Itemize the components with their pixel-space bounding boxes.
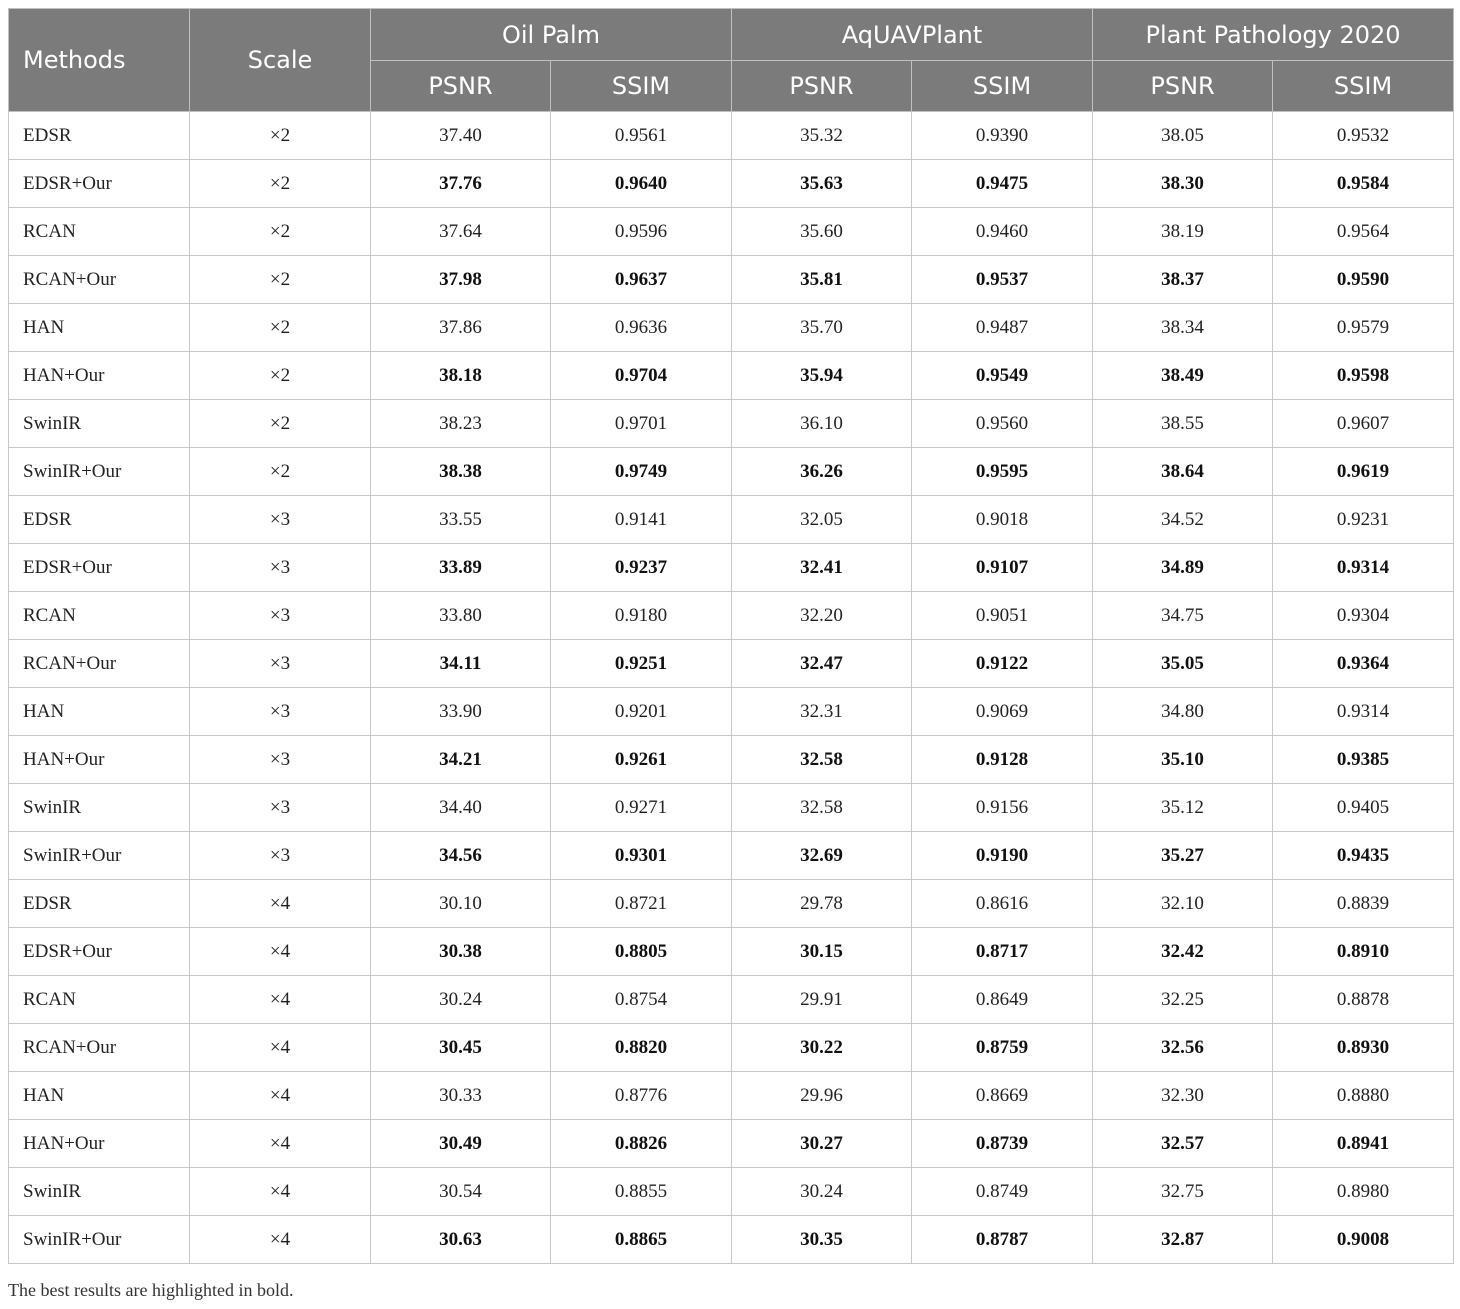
- ssim-cell: 0.9579: [1273, 304, 1454, 352]
- psnr-cell: 38.64: [1093, 448, 1273, 496]
- table-row: [9, 784, 1454, 832]
- ssim-cell: 0.9251: [551, 640, 732, 688]
- table-row: [9, 160, 1454, 208]
- ssim-cell: 0.9190: [912, 832, 1093, 880]
- method-cell: RCAN: [9, 976, 190, 1024]
- metric-header-psnr: PSNR: [1093, 61, 1273, 112]
- table-row: [9, 256, 1454, 304]
- scale-cell: ×3: [190, 736, 371, 784]
- group-header-oil-palm: Oil Palm: [371, 9, 732, 61]
- table-row: [9, 832, 1454, 880]
- ssim-cell: 0.9460: [912, 208, 1093, 256]
- table-row: [9, 352, 1454, 400]
- psnr-cell: 35.32: [732, 112, 912, 160]
- psnr-cell: 30.35: [732, 1216, 912, 1264]
- psnr-cell: 34.56: [371, 832, 551, 880]
- ssim-cell: 0.8826: [551, 1120, 732, 1168]
- ssim-cell: 0.9385: [1273, 736, 1454, 784]
- psnr-cell: 30.24: [732, 1168, 912, 1216]
- scale-cell: ×3: [190, 784, 371, 832]
- method-cell: SwinIR+Our: [9, 832, 190, 880]
- psnr-cell: 30.54: [371, 1168, 551, 1216]
- table-row: [9, 400, 1454, 448]
- ssim-cell: 0.9018: [912, 496, 1093, 544]
- psnr-cell: 38.05: [1093, 112, 1273, 160]
- psnr-cell: 33.55: [371, 496, 551, 544]
- ssim-cell: 0.9008: [1273, 1216, 1454, 1264]
- ssim-cell: 0.9405: [1273, 784, 1454, 832]
- psnr-cell: 35.27: [1093, 832, 1273, 880]
- psnr-cell: 38.30: [1093, 160, 1273, 208]
- ssim-cell: 0.9487: [912, 304, 1093, 352]
- ssim-cell: 0.8717: [912, 928, 1093, 976]
- ssim-cell: 0.8739: [912, 1120, 1093, 1168]
- ssim-cell: 0.9122: [912, 640, 1093, 688]
- scale-cell: ×2: [190, 400, 371, 448]
- psnr-cell: 35.94: [732, 352, 912, 400]
- ssim-cell: 0.8759: [912, 1024, 1093, 1072]
- method-cell: SwinIR+Our: [9, 1216, 190, 1264]
- ssim-cell: 0.8616: [912, 880, 1093, 928]
- ssim-cell: 0.8855: [551, 1168, 732, 1216]
- method-cell: HAN: [9, 304, 190, 352]
- scale-cell: ×2: [190, 304, 371, 352]
- psnr-cell: 32.58: [732, 736, 912, 784]
- psnr-cell: 30.63: [371, 1216, 551, 1264]
- scale-cell: ×4: [190, 1216, 371, 1264]
- ssim-cell: 0.9314: [1273, 688, 1454, 736]
- table-row: [9, 640, 1454, 688]
- psnr-cell: 38.37: [1093, 256, 1273, 304]
- scale-cell: ×4: [190, 1024, 371, 1072]
- ssim-cell: 0.9107: [912, 544, 1093, 592]
- psnr-cell: 29.96: [732, 1072, 912, 1120]
- psnr-cell: 38.55: [1093, 400, 1273, 448]
- ssim-cell: 0.9749: [551, 448, 732, 496]
- psnr-cell: 34.11: [371, 640, 551, 688]
- ssim-cell: 0.8980: [1273, 1168, 1454, 1216]
- psnr-cell: 34.80: [1093, 688, 1273, 736]
- ssim-cell: 0.9069: [912, 688, 1093, 736]
- psnr-cell: 34.40: [371, 784, 551, 832]
- table-header: [9, 9, 1454, 112]
- ssim-cell: 0.8930: [1273, 1024, 1454, 1072]
- psnr-cell: 32.41: [732, 544, 912, 592]
- ssim-cell: 0.9475: [912, 160, 1093, 208]
- table-body: [9, 112, 1454, 1264]
- psnr-cell: 35.10: [1093, 736, 1273, 784]
- ssim-cell: 0.9584: [1273, 160, 1454, 208]
- ssim-cell: 0.9598: [1273, 352, 1454, 400]
- table-row: [9, 544, 1454, 592]
- psnr-cell: 30.33: [371, 1072, 551, 1120]
- psnr-cell: 38.18: [371, 352, 551, 400]
- ssim-cell: 0.9636: [551, 304, 732, 352]
- table-row: [9, 208, 1454, 256]
- ssim-cell: 0.9180: [551, 592, 732, 640]
- table-row: [9, 1216, 1454, 1264]
- ssim-cell: 0.9261: [551, 736, 732, 784]
- scale-cell: ×2: [190, 352, 371, 400]
- ssim-cell: 0.9128: [912, 736, 1093, 784]
- method-cell: RCAN: [9, 592, 190, 640]
- psnr-cell: 34.21: [371, 736, 551, 784]
- psnr-cell: 35.60: [732, 208, 912, 256]
- ssim-cell: 0.8941: [1273, 1120, 1454, 1168]
- method-cell: RCAN: [9, 208, 190, 256]
- method-cell: EDSR: [9, 112, 190, 160]
- psnr-cell: 32.42: [1093, 928, 1273, 976]
- method-cell: SwinIR+Our: [9, 448, 190, 496]
- method-cell: HAN+Our: [9, 736, 190, 784]
- table-row: [9, 592, 1454, 640]
- scale-cell: ×3: [190, 688, 371, 736]
- ssim-cell: 0.8805: [551, 928, 732, 976]
- ssim-cell: 0.9640: [551, 160, 732, 208]
- methods-header: Methods: [9, 9, 190, 112]
- psnr-cell: 34.52: [1093, 496, 1273, 544]
- psnr-cell: 32.47: [732, 640, 912, 688]
- psnr-cell: 30.45: [371, 1024, 551, 1072]
- psnr-cell: 29.91: [732, 976, 912, 1024]
- method-cell: EDSR: [9, 496, 190, 544]
- ssim-cell: 0.9304: [1273, 592, 1454, 640]
- table-row: [9, 1168, 1454, 1216]
- psnr-cell: 32.31: [732, 688, 912, 736]
- psnr-cell: 33.80: [371, 592, 551, 640]
- metric-header-ssim: SSIM: [1273, 61, 1454, 112]
- ssim-cell: 0.8776: [551, 1072, 732, 1120]
- method-cell: SwinIR: [9, 400, 190, 448]
- metric-header-ssim: SSIM: [912, 61, 1093, 112]
- method-cell: EDSR: [9, 880, 190, 928]
- psnr-cell: 33.89: [371, 544, 551, 592]
- ssim-cell: 0.9314: [1273, 544, 1454, 592]
- method-cell: RCAN+Our: [9, 256, 190, 304]
- ssim-cell: 0.9595: [912, 448, 1093, 496]
- psnr-cell: 30.10: [371, 880, 551, 928]
- psnr-cell: 37.98: [371, 256, 551, 304]
- method-cell: RCAN+Our: [9, 1024, 190, 1072]
- psnr-cell: 38.38: [371, 448, 551, 496]
- ssim-cell: 0.8820: [551, 1024, 732, 1072]
- ssim-cell: 0.8721: [551, 880, 732, 928]
- scale-cell: ×4: [190, 976, 371, 1024]
- psnr-cell: 32.10: [1093, 880, 1273, 928]
- scale-cell: ×2: [190, 448, 371, 496]
- ssim-cell: 0.9607: [1273, 400, 1454, 448]
- ssim-cell: 0.9701: [551, 400, 732, 448]
- psnr-cell: 30.15: [732, 928, 912, 976]
- method-cell: EDSR+Our: [9, 160, 190, 208]
- ssim-cell: 0.9364: [1273, 640, 1454, 688]
- table-row: [9, 880, 1454, 928]
- metric-header-ssim: SSIM: [551, 61, 732, 112]
- psnr-cell: 35.12: [1093, 784, 1273, 832]
- psnr-cell: 32.05: [732, 496, 912, 544]
- ssim-cell: 0.8787: [912, 1216, 1093, 1264]
- ssim-cell: 0.9590: [1273, 256, 1454, 304]
- method-cell: EDSR+Our: [9, 544, 190, 592]
- table-footnote: The best results are highlighted in bold.: [8, 1280, 294, 1300]
- scale-cell: ×4: [190, 928, 371, 976]
- ssim-cell: 0.9051: [912, 592, 1093, 640]
- psnr-cell: 30.22: [732, 1024, 912, 1072]
- ssim-cell: 0.8649: [912, 976, 1093, 1024]
- table-row: [9, 304, 1454, 352]
- ssim-cell: 0.9637: [551, 256, 732, 304]
- scale-cell: ×2: [190, 112, 371, 160]
- ssim-cell: 0.8669: [912, 1072, 1093, 1120]
- method-cell: RCAN+Our: [9, 640, 190, 688]
- ssim-cell: 0.9561: [551, 112, 732, 160]
- table-row: [9, 688, 1454, 736]
- psnr-cell: 32.87: [1093, 1216, 1273, 1264]
- ssim-cell: 0.9231: [1273, 496, 1454, 544]
- ssim-cell: 0.9271: [551, 784, 732, 832]
- ssim-cell: 0.9704: [551, 352, 732, 400]
- psnr-cell: 38.23: [371, 400, 551, 448]
- scale-cell: ×3: [190, 832, 371, 880]
- psnr-cell: 30.24: [371, 976, 551, 1024]
- group-header-aquavplant: AqUAVPlant: [732, 9, 1093, 61]
- psnr-cell: 35.63: [732, 160, 912, 208]
- table-row: [9, 976, 1454, 1024]
- ssim-cell: 0.8880: [1273, 1072, 1454, 1120]
- scale-cell: ×3: [190, 544, 371, 592]
- ssim-cell: 0.9596: [551, 208, 732, 256]
- table-row: [9, 928, 1454, 976]
- ssim-cell: 0.9532: [1273, 112, 1454, 160]
- ssim-cell: 0.8749: [912, 1168, 1093, 1216]
- metric-header-psnr: PSNR: [371, 61, 551, 112]
- group-header-plant-pathology-2020: Plant Pathology 2020: [1093, 9, 1454, 61]
- ssim-cell: 0.8878: [1273, 976, 1454, 1024]
- header-row-groups: [9, 9, 1454, 61]
- method-cell: SwinIR: [9, 1168, 190, 1216]
- method-cell: HAN: [9, 688, 190, 736]
- scale-cell: ×3: [190, 592, 371, 640]
- scale-cell: ×2: [190, 256, 371, 304]
- ssim-cell: 0.8754: [551, 976, 732, 1024]
- ssim-cell: 0.9141: [551, 496, 732, 544]
- ssim-cell: 0.9201: [551, 688, 732, 736]
- table-row: [9, 496, 1454, 544]
- ssim-cell: 0.9237: [551, 544, 732, 592]
- psnr-cell: 34.89: [1093, 544, 1273, 592]
- psnr-cell: 37.76: [371, 160, 551, 208]
- psnr-cell: 36.10: [732, 400, 912, 448]
- ssim-cell: 0.8839: [1273, 880, 1454, 928]
- psnr-cell: 38.34: [1093, 304, 1273, 352]
- psnr-cell: 30.27: [732, 1120, 912, 1168]
- psnr-cell: 37.86: [371, 304, 551, 352]
- ssim-cell: 0.8910: [1273, 928, 1454, 976]
- scale-cell: ×3: [190, 496, 371, 544]
- ssim-cell: 0.9435: [1273, 832, 1454, 880]
- psnr-cell: 37.64: [371, 208, 551, 256]
- psnr-cell: 36.26: [732, 448, 912, 496]
- scale-cell: ×2: [190, 208, 371, 256]
- psnr-cell: 30.49: [371, 1120, 551, 1168]
- metric-header-psnr: PSNR: [732, 61, 912, 112]
- table-row: [9, 1024, 1454, 1072]
- ssim-cell: 0.9537: [912, 256, 1093, 304]
- ssim-cell: 0.9619: [1273, 448, 1454, 496]
- table-row: [9, 448, 1454, 496]
- table-row: [9, 736, 1454, 784]
- table-row: [9, 112, 1454, 160]
- psnr-cell: 32.58: [732, 784, 912, 832]
- table-row: [9, 1120, 1454, 1168]
- psnr-cell: 35.05: [1093, 640, 1273, 688]
- ssim-cell: 0.9564: [1273, 208, 1454, 256]
- psnr-cell: 34.75: [1093, 592, 1273, 640]
- psnr-cell: 32.69: [732, 832, 912, 880]
- psnr-cell: 32.20: [732, 592, 912, 640]
- scale-cell: ×4: [190, 1120, 371, 1168]
- psnr-cell: 35.70: [732, 304, 912, 352]
- ssim-cell: 0.9560: [912, 400, 1093, 448]
- scale-header: Scale: [190, 9, 371, 112]
- ssim-cell: 0.8865: [551, 1216, 732, 1264]
- psnr-cell: 32.57: [1093, 1120, 1273, 1168]
- psnr-cell: 29.78: [732, 880, 912, 928]
- ssim-cell: 0.9301: [551, 832, 732, 880]
- psnr-cell: 32.25: [1093, 976, 1273, 1024]
- psnr-cell: 35.81: [732, 256, 912, 304]
- ssim-cell: 0.9156: [912, 784, 1093, 832]
- psnr-cell: 32.30: [1093, 1072, 1273, 1120]
- scale-cell: ×2: [190, 160, 371, 208]
- scale-cell: ×4: [190, 1072, 371, 1120]
- method-cell: HAN: [9, 1072, 190, 1120]
- ssim-cell: 0.9390: [912, 112, 1093, 160]
- scale-cell: ×4: [190, 880, 371, 928]
- psnr-cell: 30.38: [371, 928, 551, 976]
- scale-cell: ×4: [190, 1168, 371, 1216]
- psnr-cell: 33.90: [371, 688, 551, 736]
- results-table: [8, 8, 1454, 1264]
- table-row: [9, 1072, 1454, 1120]
- method-cell: HAN+Our: [9, 1120, 190, 1168]
- ssim-cell: 0.9549: [912, 352, 1093, 400]
- psnr-cell: 32.75: [1093, 1168, 1273, 1216]
- method-cell: EDSR+Our: [9, 928, 190, 976]
- scale-cell: ×3: [190, 640, 371, 688]
- method-cell: SwinIR: [9, 784, 190, 832]
- method-cell: HAN+Our: [9, 352, 190, 400]
- psnr-cell: 37.40: [371, 112, 551, 160]
- psnr-cell: 38.49: [1093, 352, 1273, 400]
- psnr-cell: 38.19: [1093, 208, 1273, 256]
- psnr-cell: 32.56: [1093, 1024, 1273, 1072]
